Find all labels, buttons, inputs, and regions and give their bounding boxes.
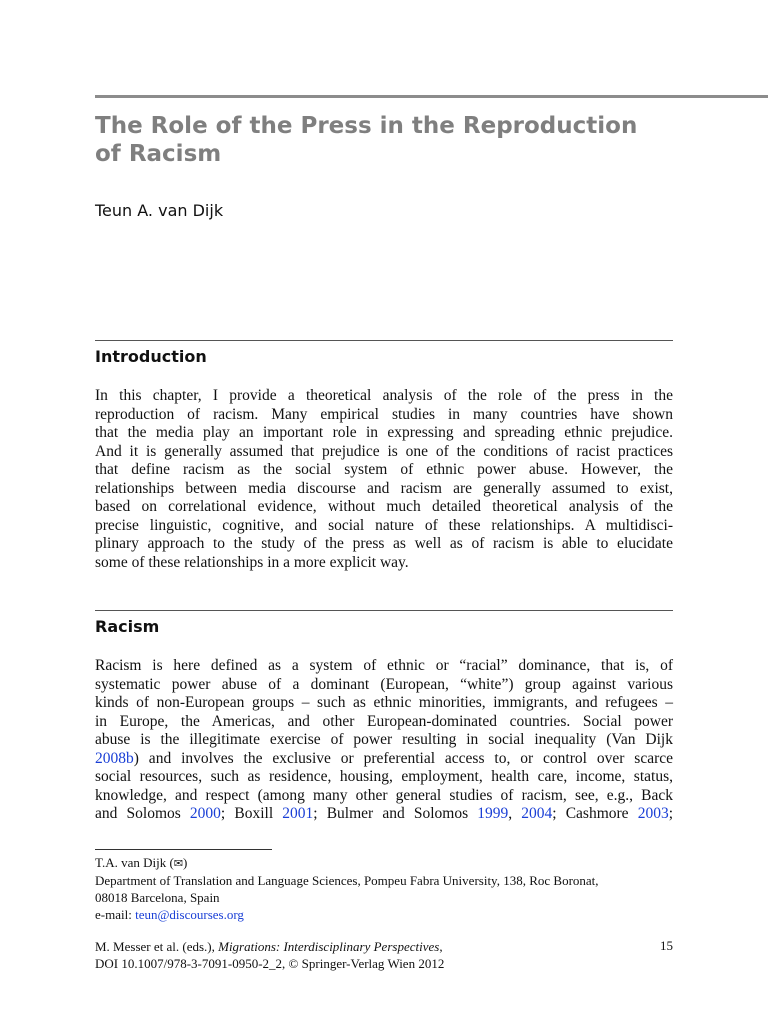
text-line: knowledge, and respect (among many other general studies of racism, see, e.g., Back (95, 786, 673, 804)
text-line: that the media play an important role in expressing and spreading ethnic prejudice. (95, 424, 673, 441)
text-line: reproduction of racism. Many empirical studies in many countries have shown (95, 405, 673, 423)
footnote-rule (95, 849, 272, 850)
citation-link[interactable]: 2008b (95, 749, 134, 767)
book-citation (95, 938, 615, 972)
text-run: ; Cashmore (552, 805, 638, 822)
text-line: kinds of non-European groups – such as ethnic minorities, immigrants, and refugees – (95, 694, 673, 711)
chapter-title-line: of Racism (95, 141, 222, 167)
text-line: systematic power abuse of a dominant (European, “white”) group against various (95, 675, 673, 693)
email-link[interactable]: teun@discourses.org (135, 907, 244, 922)
doi-line: DOI 10.1007/978-3-7091-0950-2_2, © Springer-Verlag Wien 2012 (95, 956, 445, 971)
citation-punct: , (439, 939, 443, 954)
footnote-email-line (95, 906, 695, 923)
text-line: relationships between media discourse and racism are generally assumed to exist, (95, 479, 673, 497)
text-line: abuse is the illegitimate exercise of power resulting in social inequality (Van Dijk (95, 731, 673, 748)
text-line: based on correlational evidence, without much detailed theoretical analysis of the (95, 498, 673, 515)
text-run: ; (668, 805, 673, 822)
footnote-author-name: T.A. van Dijk ( (95, 855, 174, 870)
chapter-title (95, 112, 695, 168)
chapter-title-line: The Role of the Press in the Reproduction (95, 113, 638, 139)
text-line (95, 750, 673, 769)
section-rule-introduction (95, 340, 673, 341)
footnote-affiliation: Department of Translation and Language Sciences, Pompeu Fabra University, 138, Roc Boronat, (95, 873, 599, 888)
citation-link[interactable]: 2004 (521, 805, 553, 822)
author-name: Teun A. van Dijk (95, 201, 224, 220)
text-line: In this chapter, I provide a theoretical analysis of the role of the press in the (95, 387, 673, 404)
citation-link[interactable]: 2003 (637, 805, 669, 822)
text-line: social resources, such as residence, housing, employment, health care, income, status, (95, 768, 673, 785)
text-line: plinary approach to the study of the press as well as of racism is able to elucidate (95, 535, 673, 552)
citation-editors: M. Messer et al. (eds.), (95, 939, 219, 954)
author-footnote (95, 854, 695, 923)
citation-line (95, 938, 615, 955)
text-run: ) and involves the exclusive or preferential access to, or control over scarce (133, 749, 673, 767)
introduction-heading: Introduction (95, 347, 207, 366)
citation-link[interactable]: 2000 (189, 805, 221, 822)
citation-link[interactable]: 1999 (477, 805, 509, 822)
citation-link[interactable]: 2001 (282, 805, 314, 822)
text-line: in Europe, the Americas, and other European-dominated countries. Social power (95, 712, 673, 730)
racism-paragraph (95, 657, 673, 824)
racism-heading: Racism (95, 617, 160, 636)
page-number: 15 (660, 938, 673, 953)
footnote-paren: ) (183, 855, 188, 870)
text-run: , (508, 805, 522, 822)
email-label: e-mail: (95, 907, 136, 922)
envelope-icon: ✉ (173, 857, 184, 870)
citation-book-title: Migrations: Interdisciplinary Perspectives (218, 939, 440, 954)
text-line: precise linguistic, cognitive, and social nature of these relationships. A multidisci- (95, 516, 673, 534)
text-run: ; Bulmer and Solomos (313, 805, 478, 822)
text-line: And it is generally assumed that prejudice is one of the conditions of racist practices (95, 442, 673, 460)
text-run: and Solomos (95, 805, 190, 822)
header-rule (95, 95, 768, 98)
footnote-affiliation: 08018 Barcelona, Spain (95, 890, 220, 905)
section-rule-racism (95, 610, 673, 611)
footnote-author-line (95, 854, 695, 872)
introduction-paragraph (95, 387, 673, 572)
text-run: ; Boxill (220, 805, 283, 822)
text-line (95, 805, 673, 824)
text-line: some of these relationships in a more explicit way. (95, 553, 409, 571)
text-line: that define racism as the social system of ethnic power abuse. However, the (95, 461, 673, 478)
text-line: Racism is here defined as a system of ethnic or “racial” dominance, that is, of (95, 657, 673, 674)
